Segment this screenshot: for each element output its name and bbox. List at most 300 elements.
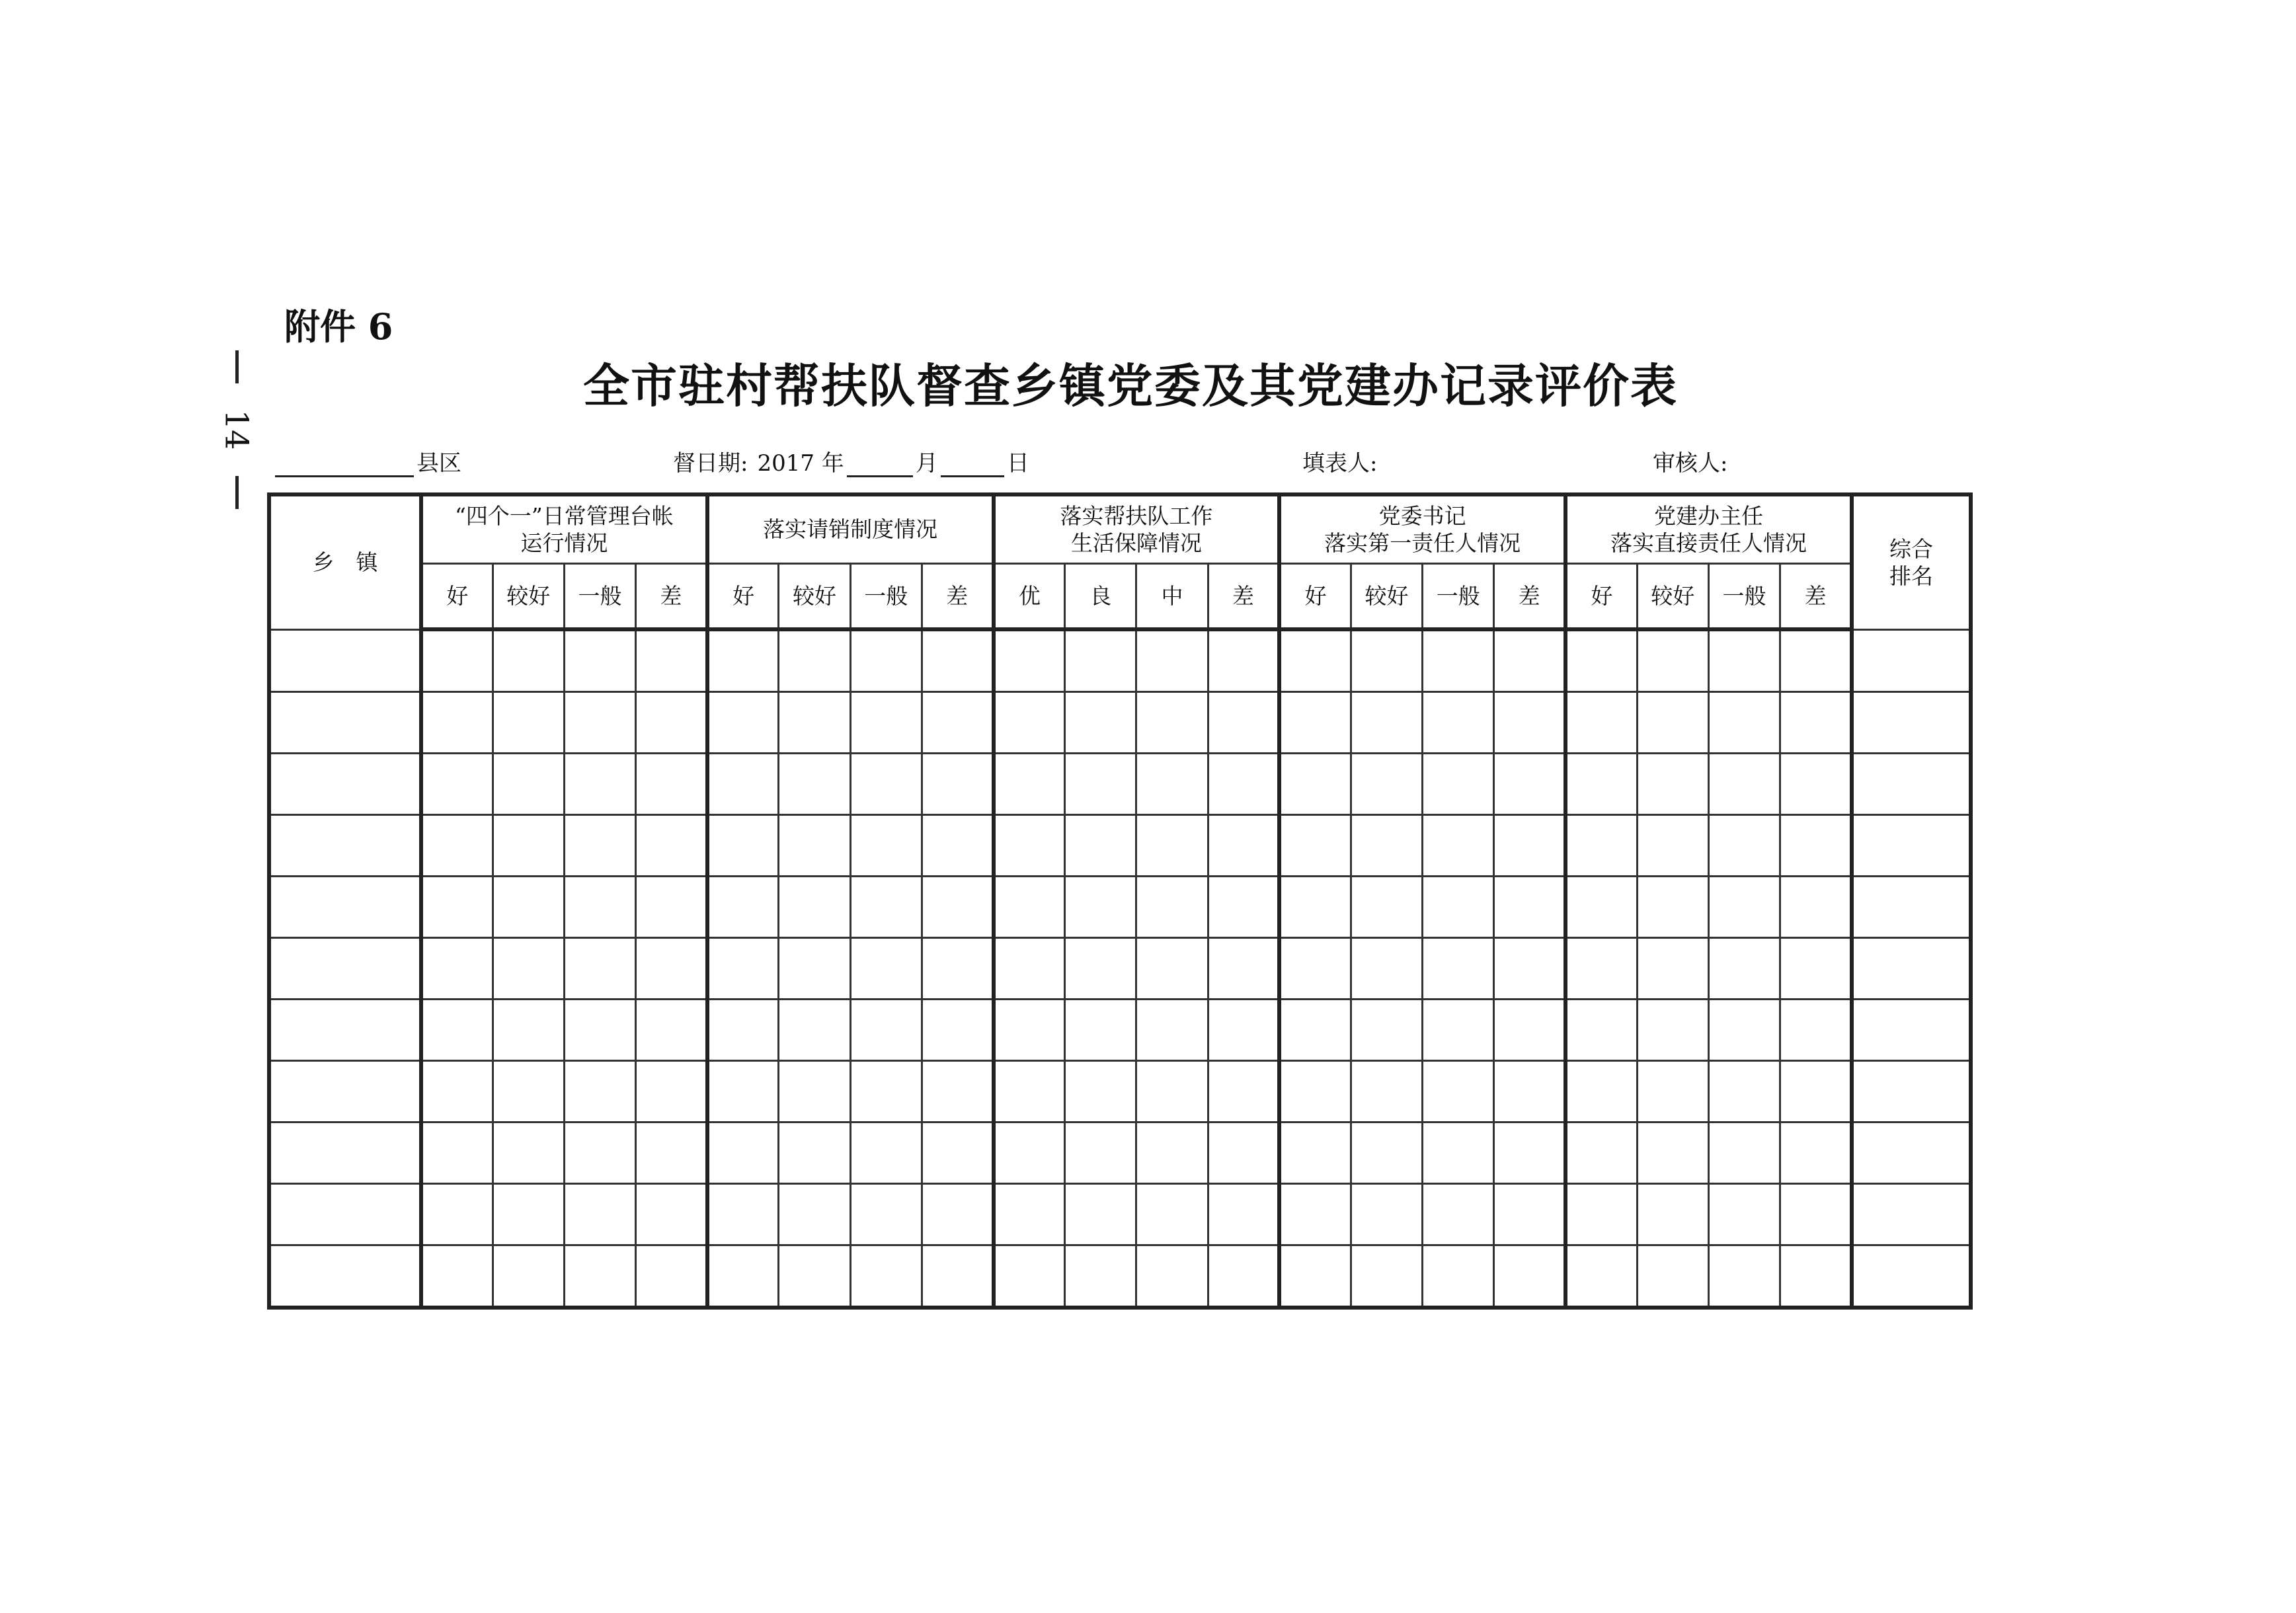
- rating-cell: [1708, 938, 1780, 1000]
- rating-cell: [421, 877, 493, 938]
- township-cell: [269, 692, 421, 754]
- option-header: 一般: [1708, 564, 1780, 630]
- rating-cell: [707, 938, 779, 1000]
- option-header: 一般: [850, 564, 922, 630]
- rating-cell: [922, 629, 993, 692]
- rating-cell: [1637, 1122, 1708, 1184]
- rating-cell: [850, 629, 922, 692]
- reviewer-field: [1653, 444, 1727, 477]
- rating-cell: [1136, 1061, 1208, 1122]
- rating-cell: [1279, 1184, 1351, 1245]
- table-row: [269, 1245, 1971, 1308]
- rating-cell: [564, 692, 635, 754]
- rating-cell: [1423, 1061, 1494, 1122]
- rating-cell: [850, 1184, 922, 1245]
- option-header: 一般: [1423, 564, 1494, 630]
- rating-cell: [1423, 692, 1494, 754]
- rating-cell: [1208, 815, 1279, 877]
- table-row: [269, 629, 1971, 692]
- rating-cell: [1351, 1122, 1422, 1184]
- rating-cell: [564, 938, 635, 1000]
- county-blank: [275, 449, 414, 477]
- rating-cell: [1423, 629, 1494, 692]
- rating-cell: [1637, 1184, 1708, 1245]
- rating-cell: [1208, 1061, 1279, 1122]
- rating-cell: [1565, 877, 1637, 938]
- group-header-line1: “四个一”日常管理台帐: [455, 502, 674, 529]
- rating-cell: [1279, 1245, 1351, 1308]
- option-header: 优: [994, 564, 1065, 630]
- form-title: 全市驻村帮扶队督查乡镇党委及其党建办记录评价表: [583, 358, 1678, 413]
- rating-cell: [493, 938, 564, 1000]
- rating-cell: [1136, 1245, 1208, 1308]
- rating-cell: [564, 1184, 635, 1245]
- group-header-team-support: [994, 494, 1280, 564]
- rating-cell: [1494, 1000, 1565, 1061]
- ranking-cell: [1852, 1184, 1971, 1245]
- rating-cell: [1494, 692, 1565, 754]
- rating-cell: [421, 938, 493, 1000]
- date-label: 督日期:: [673, 450, 748, 477]
- rating-cell: [779, 629, 850, 692]
- rating-cell: [850, 938, 922, 1000]
- rating-cell: [779, 1000, 850, 1061]
- rating-cell: [1423, 877, 1494, 938]
- rating-cell: [779, 1061, 850, 1122]
- rating-cell: [1351, 1061, 1422, 1122]
- header-row-options: [269, 564, 1971, 630]
- rating-cell: [1279, 815, 1351, 877]
- rating-cell: [1065, 1184, 1136, 1245]
- township-cell: [269, 754, 421, 815]
- rating-cell: [1136, 938, 1208, 1000]
- rating-cell: [922, 938, 993, 1000]
- rating-cell: [994, 877, 1065, 938]
- rating-cell: [493, 877, 564, 938]
- rating-cell: [707, 1000, 779, 1061]
- township-cell: [269, 877, 421, 938]
- rating-cell: [1565, 754, 1637, 815]
- rating-cell: [994, 1122, 1065, 1184]
- ranking-cell: [1852, 938, 1971, 1000]
- attachment-label: 附件 6: [284, 305, 393, 348]
- option-header: 差: [1494, 564, 1565, 630]
- rating-cell: [1780, 1000, 1852, 1061]
- rating-cell: [1065, 692, 1136, 754]
- ranking-header-line1: 综合: [1889, 535, 1933, 562]
- option-header: 较好: [493, 564, 564, 630]
- group-header-line1: 党建办主任: [1654, 502, 1763, 529]
- rating-cell: [421, 1000, 493, 1061]
- rating-cell: [922, 1245, 993, 1308]
- group-header-line2: 落实直接责任人情况: [1610, 530, 1807, 556]
- table-row: [269, 692, 1971, 754]
- header-row-groups: [269, 494, 1971, 564]
- group-header-line2: 落实第一责任人情况: [1324, 530, 1521, 556]
- rating-cell: [1208, 1122, 1279, 1184]
- rating-cell: [779, 877, 850, 938]
- table-row: [269, 1061, 1971, 1122]
- rating-cell: [564, 815, 635, 877]
- rating-cell: [1136, 815, 1208, 877]
- rating-cell: [1136, 629, 1208, 692]
- table-row: [269, 1184, 1971, 1245]
- rating-cell: [1708, 1122, 1780, 1184]
- rating-cell: [493, 815, 564, 877]
- rating-cell: [707, 1184, 779, 1245]
- rating-cell: [1494, 1122, 1565, 1184]
- rating-cell: [1494, 629, 1565, 692]
- rating-cell: [636, 1245, 707, 1308]
- rating-cell: [421, 754, 493, 815]
- rating-cell: [1279, 1061, 1351, 1122]
- group-header-office-director: [1565, 494, 1852, 564]
- option-header: 好: [421, 564, 493, 630]
- rating-cell: [1423, 1184, 1494, 1245]
- ranking-cell: [1852, 629, 1971, 692]
- rating-cell: [1351, 1245, 1422, 1308]
- rating-cell: [1279, 692, 1351, 754]
- ranking-cell: [1852, 1122, 1971, 1184]
- rating-cell: [1708, 1184, 1780, 1245]
- rating-cell: [1208, 754, 1279, 815]
- township-cell: [269, 629, 421, 692]
- group-header-line1: 党委书记: [1378, 502, 1466, 529]
- township-cell: [269, 1000, 421, 1061]
- rating-cell: [1279, 1000, 1351, 1061]
- reviewer-label: 审核人:: [1653, 450, 1728, 477]
- option-header: 差: [636, 564, 707, 630]
- option-header: 较好: [1351, 564, 1422, 630]
- rating-cell: [1708, 692, 1780, 754]
- rating-cell: [707, 1061, 779, 1122]
- rating-cell: [922, 754, 993, 815]
- rating-cell: [564, 877, 635, 938]
- rating-cell: [1351, 692, 1422, 754]
- rating-cell: [1065, 1000, 1136, 1061]
- rating-cell: [1780, 1061, 1852, 1122]
- township-cell: [269, 1184, 421, 1245]
- rating-cell: [707, 1245, 779, 1308]
- rating-cell: [1637, 629, 1708, 692]
- rating-cell: [1565, 692, 1637, 754]
- rating-cell: [1423, 815, 1494, 877]
- rating-cell: [1565, 629, 1637, 692]
- rating-cell: [1351, 629, 1422, 692]
- rating-cell: [922, 1061, 993, 1122]
- rating-cell: [636, 1122, 707, 1184]
- rating-cell: [850, 1122, 922, 1184]
- option-header: 一般: [564, 564, 635, 630]
- option-header: 中: [1136, 564, 1208, 630]
- rating-cell: [1494, 1061, 1565, 1122]
- rating-cell: [779, 754, 850, 815]
- rating-cell: [994, 1184, 1065, 1245]
- option-header: 较好: [779, 564, 850, 630]
- rating-cell: [1065, 877, 1136, 938]
- option-header: 差: [922, 564, 993, 630]
- rating-cell: [1351, 1184, 1422, 1245]
- rating-cell: [493, 754, 564, 815]
- rating-cell: [1565, 1184, 1637, 1245]
- rating-cell: [1637, 938, 1708, 1000]
- rating-cell: [564, 629, 635, 692]
- table-row: [269, 877, 1971, 938]
- rating-cell: [1708, 1000, 1780, 1061]
- rating-cell: [994, 815, 1065, 877]
- rating-cell: [850, 1245, 922, 1308]
- rating-cell: [1780, 938, 1852, 1000]
- township-cell: [269, 938, 421, 1000]
- rating-cell: [922, 1122, 993, 1184]
- date-field: [673, 444, 1029, 477]
- rating-cell: [1136, 1184, 1208, 1245]
- rating-cell: [994, 938, 1065, 1000]
- rating-cell: [1208, 1245, 1279, 1308]
- rating-cell: [994, 1000, 1065, 1061]
- county-field: [272, 444, 461, 477]
- rating-cell: [564, 1061, 635, 1122]
- table-row: [269, 1000, 1971, 1061]
- rating-cell: [1065, 754, 1136, 815]
- option-header: 好: [707, 564, 779, 630]
- township-cell: [269, 1122, 421, 1184]
- rating-cell: [564, 754, 635, 815]
- ranking-cell: [1852, 1245, 1971, 1308]
- rating-cell: [1780, 815, 1852, 877]
- rating-cell: [493, 1245, 564, 1308]
- year-text: 2017 年: [757, 450, 844, 477]
- month-label: 月: [915, 450, 938, 477]
- rating-cell: [1780, 1122, 1852, 1184]
- ranking-header-line2: 排名: [1889, 563, 1933, 589]
- rating-cell: [1279, 754, 1351, 815]
- rating-cell: [1708, 629, 1780, 692]
- option-header: 良: [1065, 564, 1136, 630]
- rating-cell: [1423, 1122, 1494, 1184]
- rating-cell: [707, 877, 779, 938]
- table-row: [269, 815, 1971, 877]
- rating-cell: [850, 1061, 922, 1122]
- rating-cell: [1208, 938, 1279, 1000]
- rating-cell: [493, 629, 564, 692]
- group-header-line1: 落实请销制度情况: [763, 516, 938, 543]
- rating-cell: [1565, 1061, 1637, 1122]
- rating-cell: [1565, 1245, 1637, 1308]
- option-header: 差: [1208, 564, 1279, 630]
- rating-cell: [636, 815, 707, 877]
- rating-cell: [850, 815, 922, 877]
- page-number-vertical: [210, 350, 263, 509]
- rating-cell: [994, 692, 1065, 754]
- rating-cell: [636, 754, 707, 815]
- rating-cell: [707, 754, 779, 815]
- rating-cell: [1708, 754, 1780, 815]
- rating-cell: [1065, 1245, 1136, 1308]
- rating-cell: [779, 1184, 850, 1245]
- rating-cell: [707, 1122, 779, 1184]
- rating-cell: [564, 1122, 635, 1184]
- rating-cell: [779, 1122, 850, 1184]
- page-number-dash-bottom: [235, 476, 239, 509]
- rating-cell: [922, 815, 993, 877]
- rating-cell: [1637, 877, 1708, 938]
- rating-cell: [493, 692, 564, 754]
- table-row: [269, 754, 1971, 815]
- rating-cell: [1136, 877, 1208, 938]
- rating-cell: [636, 629, 707, 692]
- rating-cell: [1423, 1000, 1494, 1061]
- ranking-cell: [1852, 692, 1971, 754]
- rating-cell: [1708, 1245, 1780, 1308]
- ranking-cell: [1852, 1000, 1971, 1061]
- rating-cell: [1351, 754, 1422, 815]
- rating-cell: [636, 938, 707, 1000]
- rating-cell: [421, 1122, 493, 1184]
- rating-cell: [1708, 1061, 1780, 1122]
- rating-cell: [421, 1184, 493, 1245]
- rating-cell: [1780, 754, 1852, 815]
- rating-cell: [1494, 1184, 1565, 1245]
- rating-cell: [922, 1000, 993, 1061]
- rating-cell: [1136, 692, 1208, 754]
- rating-cell: [421, 692, 493, 754]
- rating-cell: [850, 692, 922, 754]
- rating-cell: [1136, 1000, 1208, 1061]
- rating-cell: [922, 1184, 993, 1245]
- rating-cell: [1136, 754, 1208, 815]
- filler-field: [1302, 444, 1377, 477]
- rating-cell: [1780, 1245, 1852, 1308]
- rating-cell: [1423, 938, 1494, 1000]
- rating-cell: [1565, 938, 1637, 1000]
- rating-cell: [922, 877, 993, 938]
- rating-cell: [636, 1000, 707, 1061]
- rating-cell: [1208, 629, 1279, 692]
- rating-cell: [1351, 1000, 1422, 1061]
- rating-cell: [994, 1061, 1065, 1122]
- rating-cell: [1494, 815, 1565, 877]
- rating-cell: [1565, 1122, 1637, 1184]
- rating-cell: [636, 692, 707, 754]
- rating-cell: [1208, 1184, 1279, 1245]
- rating-cell: [493, 1184, 564, 1245]
- rating-cell: [1279, 629, 1351, 692]
- option-header: 较好: [1637, 564, 1708, 630]
- rating-cell: [1136, 1122, 1208, 1184]
- rating-cell: [493, 1000, 564, 1061]
- rating-cell: [1780, 629, 1852, 692]
- rating-cell: [994, 629, 1065, 692]
- rating-cell: [1637, 692, 1708, 754]
- filler-label: 填表人:: [1302, 450, 1378, 477]
- group-header-line2: 生活保障情况: [1070, 530, 1202, 556]
- ranking-cell: [1852, 877, 1971, 938]
- rating-cell: [1565, 815, 1637, 877]
- rating-cell: [1208, 692, 1279, 754]
- month-blank: [847, 449, 913, 477]
- rating-cell: [421, 1061, 493, 1122]
- rating-cell: [1780, 692, 1852, 754]
- rating-cell: [1065, 815, 1136, 877]
- table-row: [269, 938, 1971, 1000]
- rating-cell: [1279, 877, 1351, 938]
- rating-cell: [850, 1000, 922, 1061]
- ranking-cell: [1852, 815, 1971, 877]
- rating-cell: [1494, 938, 1565, 1000]
- option-header: 好: [1565, 564, 1637, 630]
- rating-cell: [1780, 877, 1852, 938]
- rating-cell: [707, 629, 779, 692]
- rating-cell: [1780, 1184, 1852, 1245]
- rating-cell: [1351, 938, 1422, 1000]
- township-cell: [269, 815, 421, 877]
- evaluation-table: [267, 492, 1973, 1310]
- rating-cell: [1637, 1000, 1708, 1061]
- rating-cell: [636, 877, 707, 938]
- rating-cell: [994, 1245, 1065, 1308]
- rating-cell: [493, 1061, 564, 1122]
- rating-cell: [636, 1184, 707, 1245]
- township-cell: [269, 1061, 421, 1122]
- county-label: 县区: [416, 450, 461, 477]
- rating-cell: [1279, 938, 1351, 1000]
- township-cell: [269, 1245, 421, 1308]
- group-header-line2: 运行情况: [520, 530, 608, 556]
- group-header-leave-system: [707, 494, 994, 564]
- rating-cell: [994, 754, 1065, 815]
- rating-cell: [564, 1000, 635, 1061]
- rating-cell: [922, 692, 993, 754]
- rating-cell: [779, 692, 850, 754]
- day-blank: [941, 449, 1004, 477]
- page-number: 14: [218, 409, 255, 450]
- rating-cell: [1494, 1245, 1565, 1308]
- township-header: 乡 镇: [269, 494, 421, 629]
- rating-cell: [707, 815, 779, 877]
- rating-cell: [493, 1122, 564, 1184]
- rating-cell: [564, 1245, 635, 1308]
- rating-cell: [1637, 754, 1708, 815]
- ranking-cell: [1852, 754, 1971, 815]
- rating-cell: [421, 1245, 493, 1308]
- option-header: 差: [1780, 564, 1852, 630]
- rating-cell: [636, 1061, 707, 1122]
- rating-cell: [1065, 1122, 1136, 1184]
- rating-cell: [1351, 877, 1422, 938]
- rating-cell: [779, 938, 850, 1000]
- rating-cell: [1279, 1122, 1351, 1184]
- rating-cell: [1494, 877, 1565, 938]
- table-row: [269, 1122, 1971, 1184]
- rating-cell: [1708, 815, 1780, 877]
- rating-cell: [707, 692, 779, 754]
- rating-cell: [850, 877, 922, 938]
- rating-cell: [421, 629, 493, 692]
- page-number-dash-top: [235, 350, 239, 383]
- ranking-header: [1852, 494, 1971, 629]
- rating-cell: [1637, 815, 1708, 877]
- rating-cell: [779, 815, 850, 877]
- option-header: 好: [1279, 564, 1351, 630]
- rating-cell: [1065, 1061, 1136, 1122]
- table-body: [269, 629, 1971, 1308]
- rating-cell: [1208, 877, 1279, 938]
- rating-cell: [1065, 629, 1136, 692]
- rating-cell: [1423, 754, 1494, 815]
- rating-cell: [1423, 1245, 1494, 1308]
- rating-cell: [1494, 754, 1565, 815]
